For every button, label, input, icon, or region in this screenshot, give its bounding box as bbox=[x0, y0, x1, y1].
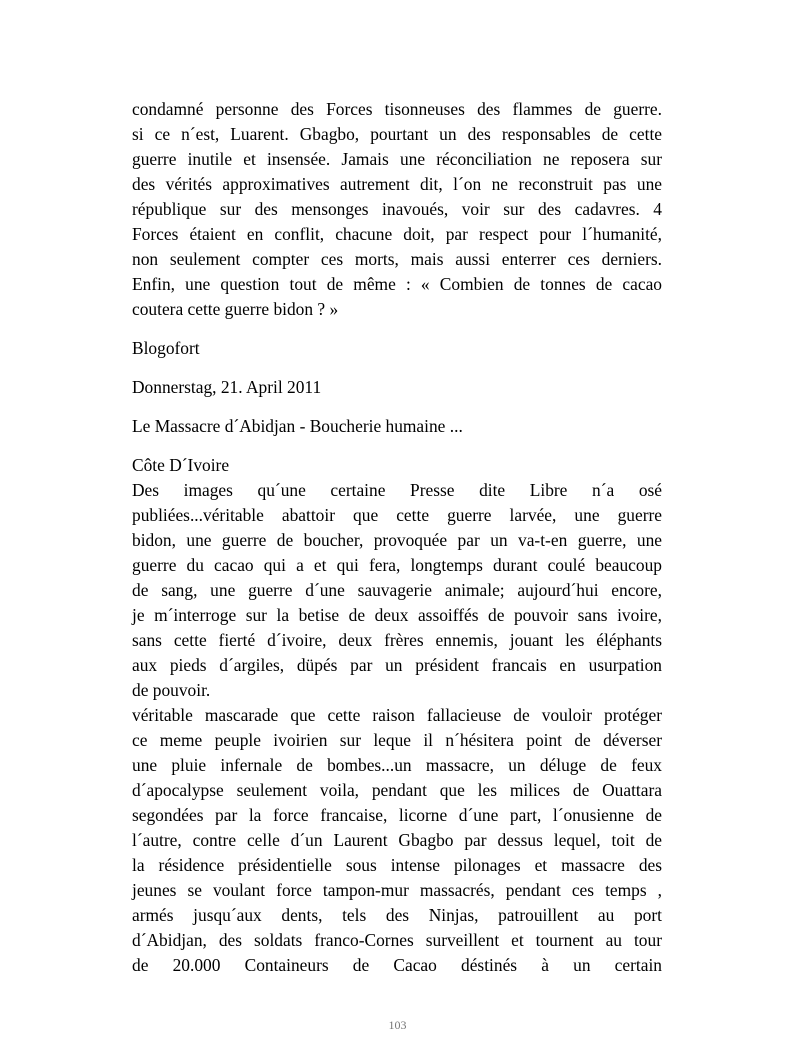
paragraph-mascarade bbox=[132, 703, 662, 978]
text-line: Enfin, une question tout de même : « Combien de tonnes de cacao bbox=[132, 274, 662, 294]
text-line: de sang, une guerre d´une sauvagerie animale; aujourd´hui encore, bbox=[132, 580, 662, 600]
text-line: une pluie infernale de bombes...un massacre, un déluge de feux bbox=[132, 755, 662, 775]
text-line: l´autre, contre celle d´un Laurent Gbagbo par dessus lequel, toit de bbox=[132, 830, 662, 850]
text-line: armés jusqu´aux dents, tels des Ninjas, patrouillent au port bbox=[132, 905, 662, 925]
text-line: république sur des mensonges inavoués, voir sur des cadavres. 4 bbox=[132, 199, 662, 219]
text-line: ce meme peuple ivoirien sur leque il n´hésitera point de déverser bbox=[132, 730, 662, 750]
text-line: aux pieds d´argiles, düpés par un président francais en usurpation bbox=[132, 655, 662, 675]
text-line: guerre inutile et insensée. Jamais une réconciliation ne reposera sur bbox=[132, 149, 662, 169]
page-content bbox=[132, 97, 662, 978]
text-line: de 20.000 Containeurs de Cacao déstinés à un certain bbox=[132, 955, 662, 975]
page-number: 103 bbox=[388, 1018, 407, 1032]
text-line: bidon, une guerre de boucher, provoquée par un va-t-en guerre, une bbox=[132, 530, 662, 550]
text-line: véritable mascarade que cette raison fallacieuse de vouloir protéger bbox=[132, 705, 662, 725]
paragraph-intro bbox=[132, 97, 662, 322]
text-line: Forces étaient en conflit, chacune doit, par respect pour l´humanité, bbox=[132, 224, 662, 244]
text-line: Des images qu´une certaine Presse dite Libre n´a osé bbox=[132, 480, 662, 500]
text-line: publiées...véritable abattoir que cette guerre larvée, une guerre bbox=[132, 505, 662, 525]
section-heading: Côte D´Ivoire bbox=[132, 455, 230, 475]
text-line: de pouvoir. bbox=[132, 680, 211, 700]
text-line: des vérités approximatives autrement dit, l´on ne reconstruit pas une bbox=[132, 174, 662, 194]
post-date: Donnerstag, 21. April 2011 bbox=[132, 377, 322, 397]
post-title: Le Massacre d´Abidjan - Boucherie humaine ... bbox=[132, 416, 463, 436]
text-line: condamné personne des Forces tisonneuses des flammes de guerre. bbox=[132, 99, 662, 119]
text-line: la résidence présidentielle sous intense pilonages et massacre des bbox=[132, 855, 662, 875]
text-line: d´Abidjan, des soldats franco-Cornes surveillent et tournent au tour bbox=[132, 930, 662, 950]
text-line: jeunes se voulant force tampon-mur massacrés, pendant ces temps , bbox=[132, 880, 662, 900]
text-line: non seulement compter ces morts, mais aussi enterrer ces derniers. bbox=[132, 249, 662, 269]
paragraph-images bbox=[132, 478, 662, 703]
text-line: je m´interroge sur la betise de deux assoiffés de pouvoir sans ivoire, bbox=[132, 605, 662, 625]
text-line: coutera cette guerre bidon ? » bbox=[132, 299, 339, 319]
text-line: sans cette fierté d´ivoire, deux frères ennemis, jouant les éléphants bbox=[132, 630, 662, 650]
text-line: guerre du cacao qui a et qui fera, longtemps durant coulé beaucoup bbox=[132, 555, 662, 575]
text-line: segondées par la force francaise, licorne d´une part, l´onusienne de bbox=[132, 805, 662, 825]
text-line: si ce n´est, Luarent. Gbagbo, pourtant un des responsables de cette bbox=[132, 124, 662, 144]
blog-name: Blogofort bbox=[132, 338, 200, 358]
text-line: d´apocalypse seulement voila, pendant que les milices de Ouattara bbox=[132, 780, 662, 800]
